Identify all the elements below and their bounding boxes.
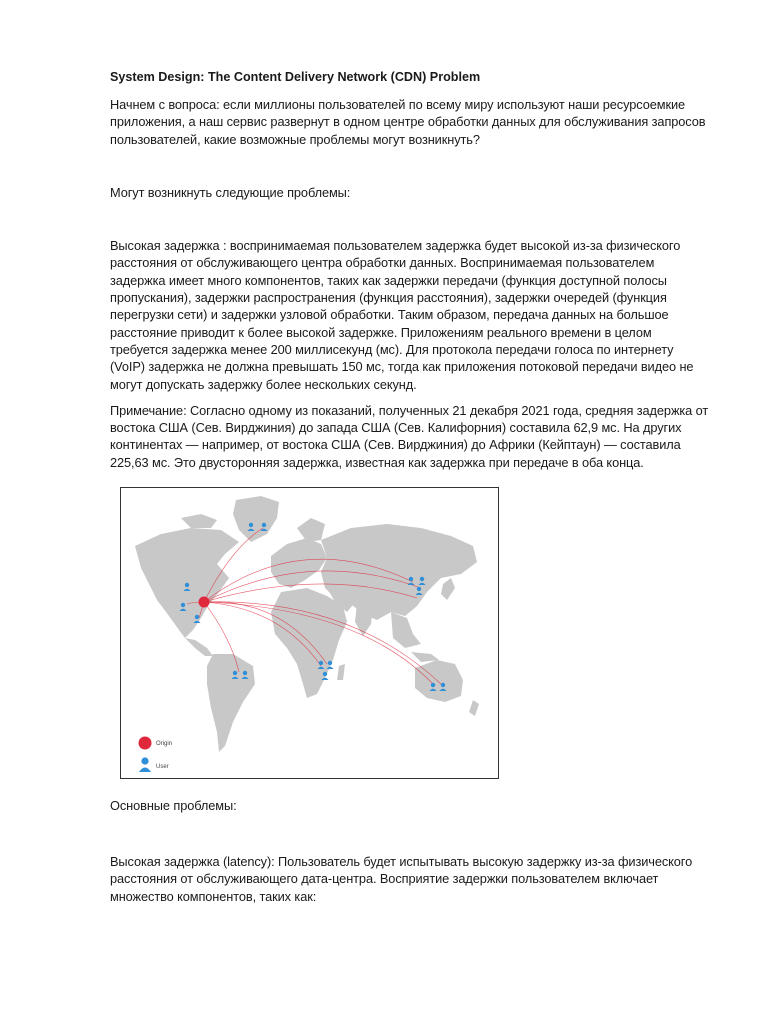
page-title: System Design: The Content Delivery Network (CDN) Problem: [110, 70, 481, 84]
intro-paragraph: Начнем с вопроса: если миллионы пользователей по всему миру используют наши ресурсоемкие приложения, а наш сервис развернут в одном центре обработки данных для обслуживания запросов пользователей, какие возможные проблемы могут возникнуть?: [110, 97, 706, 147]
legend-user-icon: [139, 757, 151, 772]
world-map-svg: [121, 488, 498, 778]
latency-paragraph: Высокая задержка : воспринимаемая пользователем задержка будет высокой из-за физического расстояния от обслуживающего центра обработки данных. Воспринимаемая пользователем задержка имеет много компонентов, таких как задержки передачи (функция доступной полосы пропускания), задержки распространения (функция расстояния), задержки очередей (функция перегрузки сети) и задержки узловой обработки. Таким образом, передача данных на большое расстояние приводит к более высокой задержке. Приложениям реального времени в целом требуется задержка менее 200 миллисекунд (мс). Для протокола передачи голоса по интернету (VoIP) задержка не должна превышать 150 мс, тогда как приложения потоковой передачи видео не могут допускать задержку более нескольких секунд.: [110, 238, 694, 392]
world-map-land: [135, 496, 479, 752]
legend-origin-label: Origin: [156, 741, 173, 747]
cdn-world-map-figure: [120, 487, 499, 779]
map-legend: [139, 737, 173, 773]
problems-heading: Могут возникнуть следующие проблемы:: [110, 184, 351, 200]
main-problems-heading: Основные проблемы:: [110, 798, 237, 813]
origin-marker: [199, 597, 210, 608]
legend-origin-icon: [139, 737, 152, 750]
note-paragraph: Примечание: Согласно одному из показаний, полученных 21 декабря 2021 года, средняя задержка от востока США (Сев. Вирджиния) до запада США (Сев. Калифорния) составила 62,9 мс. На других континентах — например, от востока США (Сев. Вирджиния) до Африки (Кейптаун) — составила 225,63 мс. Это двусторонняя задержка, известная как задержка при передаче в оба конца.: [110, 402, 709, 470]
latency-paragraph-2: Высокая задержка (latency): Пользователь будет испытывать высокую задержку из-за физического расстояния от обслуживающего дата-центра. Восприятие задержки пользователем включает множество компонентов, таких как:: [110, 854, 693, 904]
document-body: [110, 68, 710, 471]
legend-user-label: User: [156, 764, 169, 770]
